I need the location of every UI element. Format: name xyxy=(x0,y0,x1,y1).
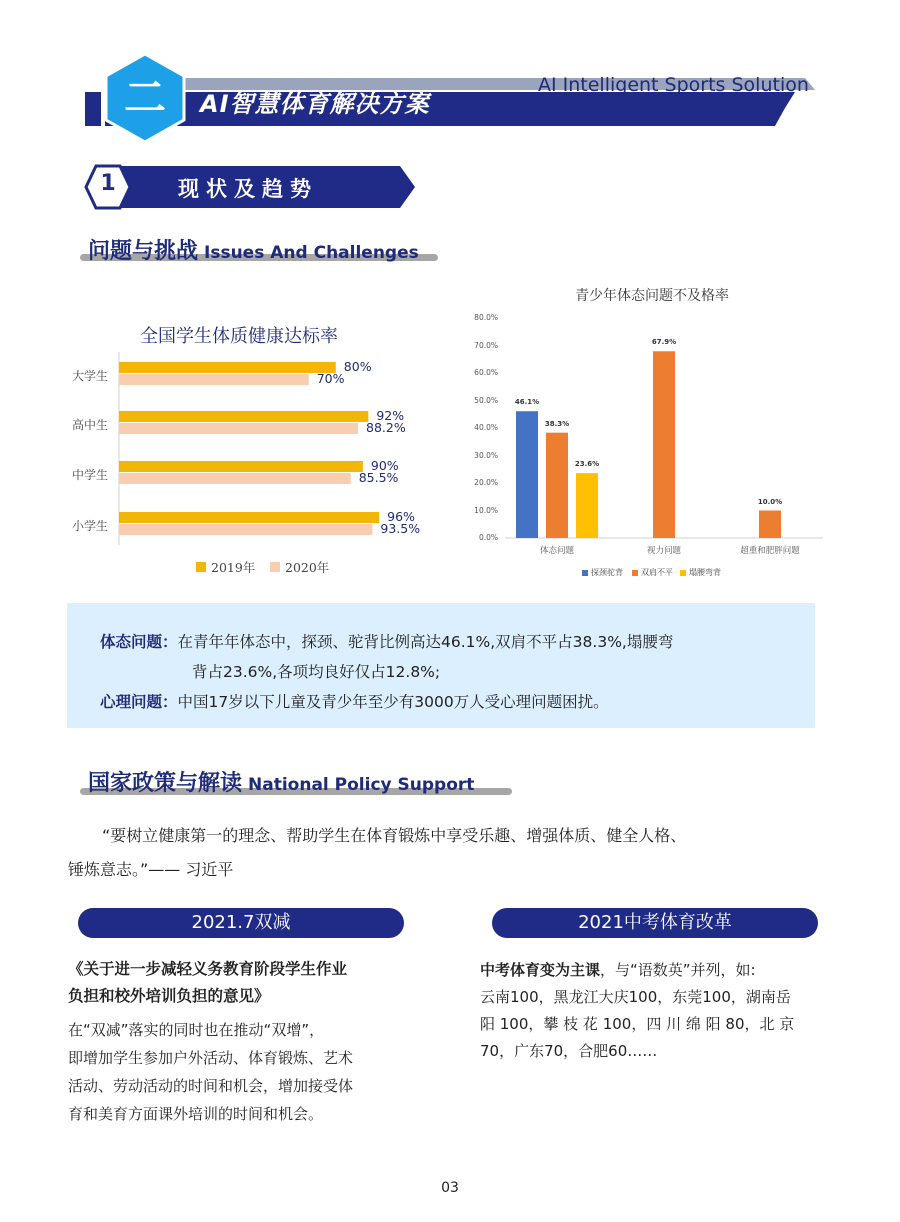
header-subtitle-en: AI Intelligent Sports Solution xyxy=(538,74,809,96)
info-mental-text: 中国17岁以下儿童及青少年至少有3000万人受心理问题困扰。 xyxy=(177,693,609,711)
chart2-legend-swatch-1 xyxy=(582,570,588,576)
chart2-category-label: 视力问题 xyxy=(646,546,681,556)
right-card-body-2: 阳 100，攀 枝 花 100，四 川 绵 阳 80，北 京 xyxy=(480,1015,795,1033)
chart2-tick-label: 50.0% xyxy=(474,395,498,405)
chart2-tick-label: 0.0% xyxy=(478,533,498,542)
info-mental-line xyxy=(100,690,609,712)
policy-quote-line2: 锤炼意志。”—— 习近平 xyxy=(68,860,234,879)
chart1-legend-label-2019: 2019年 xyxy=(211,560,256,575)
page-number: 03 xyxy=(441,1180,459,1196)
right-card-body-1: 云南100，黑龙江大庆100，东莞100，湖南岳 xyxy=(480,988,791,1006)
chart2-category-label: 超重和肥胖问题 xyxy=(740,546,800,556)
info-posture-label: 体态问题： xyxy=(100,633,178,651)
info-mental-label: 心理问题： xyxy=(100,693,178,711)
chart1-data-label: 80% xyxy=(343,359,372,374)
right-card-pill: 2021中考体育改革 xyxy=(492,908,818,938)
chart2-bar xyxy=(546,433,568,538)
chart2-legend-label-1: 探颈驼背 xyxy=(591,568,623,577)
chart2-data-label: 46.1% xyxy=(514,398,540,407)
issues-title-cn: 问题与挑战 xyxy=(88,239,199,264)
chart1-title: 全国学生体质健康达标率 xyxy=(140,326,338,347)
chart1-legend-label-2020: 2020年 xyxy=(285,560,330,575)
chart1-data-label: 96% xyxy=(387,509,415,524)
chart2-legend-label-3: 塌腰弯背 xyxy=(689,568,721,577)
policy-title-en: National Policy Support xyxy=(248,775,475,795)
header-title: AI智慧体育解决方案 xyxy=(200,90,430,118)
chart2-legend-2 xyxy=(632,567,673,578)
chart2-data-label: 10.0% xyxy=(757,497,783,506)
chart2-data-label: 67.9% xyxy=(651,338,677,347)
chart2-legend-swatch-2 xyxy=(632,570,638,576)
issues-title-en: Issues And Challenges xyxy=(204,243,419,263)
chart1-category-label: 小学生 xyxy=(72,519,109,533)
chart2-tick-label: 70.0% xyxy=(474,340,498,350)
chart2-category-label: 体态问题 xyxy=(539,546,574,556)
chart2-tick-label: 10.0% xyxy=(474,505,498,515)
chart2-legend-label-2: 双肩不平 xyxy=(641,568,673,577)
chart1-category-label: 高中生 xyxy=(72,418,109,432)
chart2-bar xyxy=(576,473,598,538)
header-number: 二 xyxy=(123,73,166,122)
chart1-data-label: 90% xyxy=(370,458,399,473)
chart2-bar xyxy=(653,351,675,538)
policy-title-cn: 国家政策与解读 xyxy=(88,771,243,796)
chart2-data-label: 38.3% xyxy=(544,419,570,428)
right-card-body-3: 70，广东70，合肥60…… xyxy=(480,1042,658,1060)
chart1-category-label: 中学生 xyxy=(72,468,109,482)
chart2-bar xyxy=(516,411,538,538)
policy-title xyxy=(88,766,474,797)
chart1-data-label: 70% xyxy=(316,371,345,386)
chart2-tick-label: 20.0% xyxy=(474,478,498,487)
section1-number: 1 xyxy=(100,171,116,196)
chart2-tick-label: 80.0% xyxy=(474,313,498,322)
right-card-lead-rest: ，与“语数英”并列，如: xyxy=(600,961,756,979)
left-card-body-1: 在“双减”落实的同时也在推动“双增”， xyxy=(68,1021,325,1039)
chart2-title: 青少年体态问题不及格率 xyxy=(575,288,729,304)
info-posture-text1: 在青年年体态中，探颈、驼背比例高达46.1%,双肩不平占38.3%,塌腰弯 xyxy=(177,633,674,651)
left-card-doc-line1: 《关于进一步减轻义务教育阶段学生作业 xyxy=(68,960,348,978)
left-card-body-4: 育和美育方面课外培训的时间和机会。 xyxy=(68,1105,324,1123)
info-posture-line1 xyxy=(100,630,673,652)
chart2-legend-1 xyxy=(582,567,623,578)
left-card-body-2: 即增加学生参加户外活动、体育锻炼、艺术 xyxy=(68,1049,354,1067)
chart2-legend-3 xyxy=(680,567,721,578)
chart1-data-label: 85.5% xyxy=(358,470,399,485)
chart2-data-label: 23.6% xyxy=(574,460,600,469)
chart1-category-label: 大学生 xyxy=(72,369,109,383)
right-card-lead xyxy=(480,957,756,984)
chart1-data-label: 93.5% xyxy=(380,521,421,536)
right-card-lead-bold: 中考体育变为主课 xyxy=(480,961,601,979)
chart2-tick-label: 60.0% xyxy=(474,368,498,377)
left-card-body-3: 活动、劳动活动的时间和机会，增加接受体 xyxy=(68,1077,354,1095)
chart2-legend-swatch-3 xyxy=(680,570,686,576)
section1-title: 现状及趋势 xyxy=(178,177,318,201)
chart1-data-label: 88.2% xyxy=(366,420,406,435)
left-card-pill: 2021.7双减 xyxy=(78,908,404,938)
chart2-bar xyxy=(759,511,781,539)
chart2-tick-label: 30.0% xyxy=(474,450,498,460)
policy-quote-line1: “要树立健康第一的理念、帮助学生在体育锻炼中享受乐趣、增强体质、健全人格、 xyxy=(102,826,687,845)
info-posture-line2: 背占23.6%,各项均良好仅占12.8%; xyxy=(192,663,441,681)
left-card-doc-line2: 负担和校外培训负担的意见》 xyxy=(68,987,270,1005)
chart2-tick-label: 40.0% xyxy=(474,423,498,432)
chart1-data-label: 92% xyxy=(376,408,405,423)
